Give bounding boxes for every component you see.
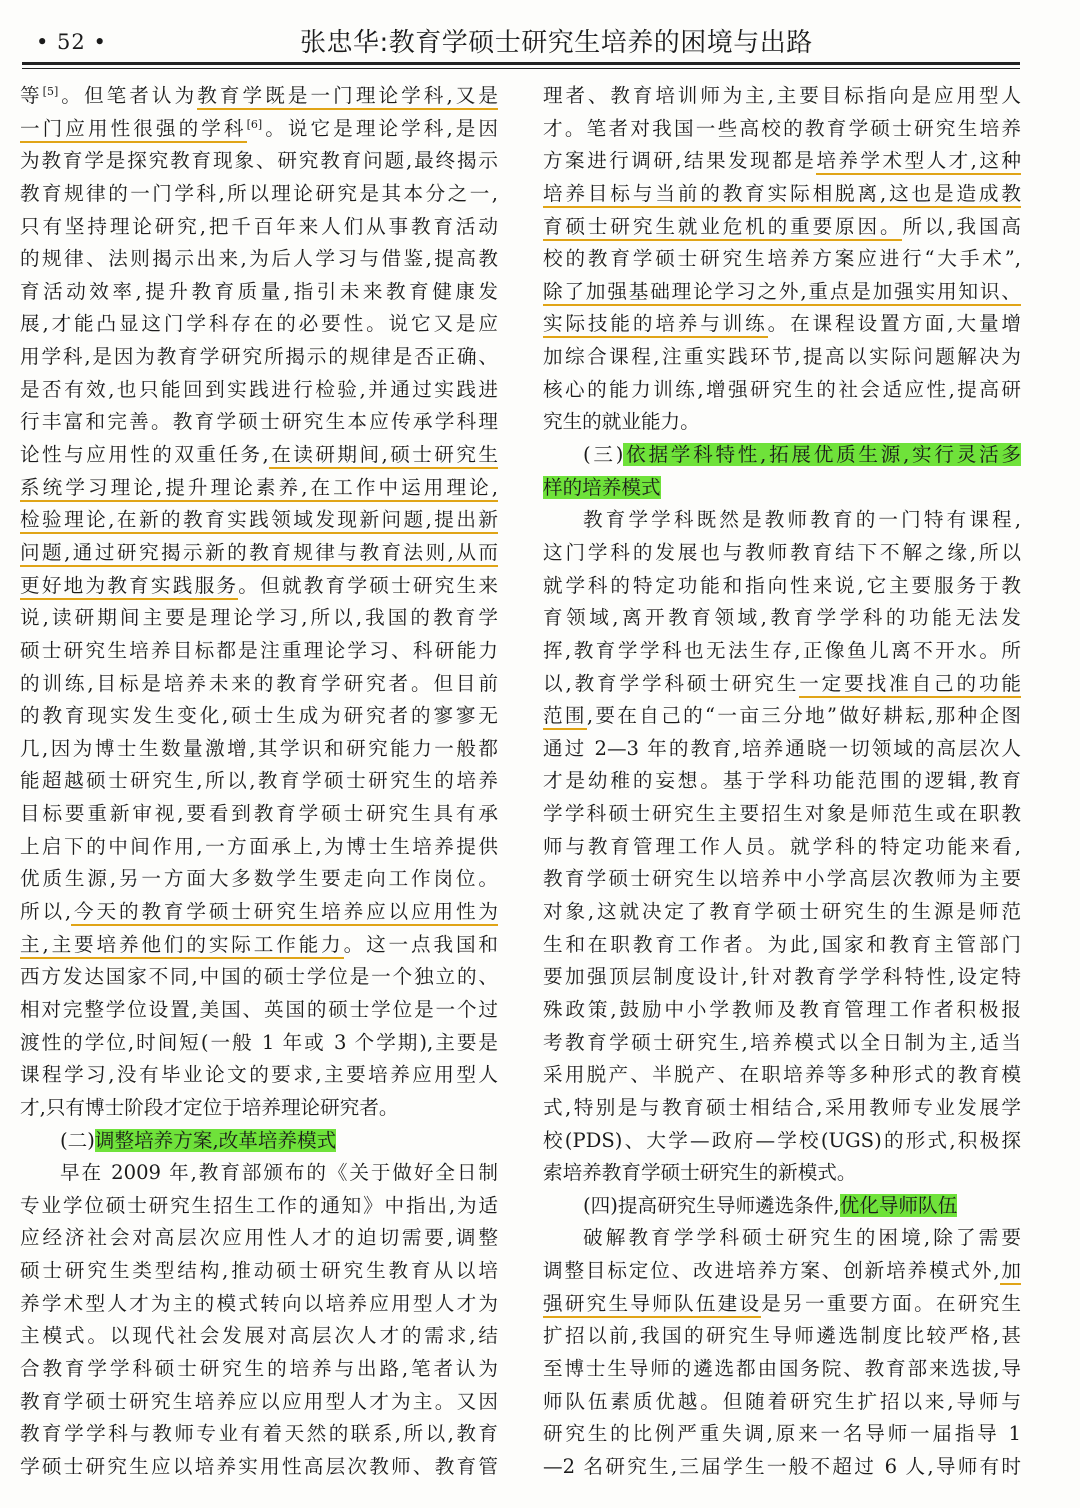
text-line (20, 374, 498, 407)
header-rule-thin (22, 68, 1020, 69)
underlined-text: 除了加强基础理论学习之外,重点是加强实用知识、 (543, 280, 1021, 306)
left-column (20, 80, 498, 1484)
body-text: (四)提高研究生导师遴选条件, (583, 1193, 840, 1217)
body-text: 主模式。以现代社会发展对高层次人才的需求,结 (20, 1324, 498, 1348)
text-line (20, 439, 498, 472)
text-line (20, 537, 498, 570)
body-text: 教育学学科既然是教师教育的一门特有课程, (583, 508, 1021, 532)
text-line (20, 1092, 498, 1125)
text-line (543, 602, 1021, 635)
text-line (543, 831, 1021, 864)
text-line (20, 211, 498, 244)
body-text: 是另一重要方面。在研究生 (761, 1291, 1021, 1315)
text-line (543, 1386, 1021, 1419)
text-line (20, 1157, 498, 1190)
body-text: 育活动效率,提升教育质量,指引未来教育健康发 (20, 279, 498, 303)
underlined-text: 系统学习理论,提升理论素养,在工作中运用理论, (20, 476, 498, 502)
highlighted-heading: 样的培养模式 (543, 475, 661, 499)
text-line (20, 863, 498, 896)
text-line (20, 831, 498, 864)
text-line (543, 374, 1021, 407)
body-text: 挥,教育学学科也无法生存,正像鱼儿离不开水。所 (543, 638, 1021, 662)
highlighted-heading: 依据学科特性,拓展优质生源,实行灵活多 (623, 443, 1021, 467)
text-line (20, 668, 498, 701)
body-text: 相对完整学位设置,美国、英国的硕士学位是一个过 (20, 997, 498, 1021)
underlined-text: 一门应用性很强的学科 (20, 117, 247, 143)
highlighted-heading: 调整培养方案,改革培养模式 (94, 1128, 337, 1152)
body-text: 理者、教育培训师为主,主要目标指向是应用型人 (543, 84, 1021, 107)
text-line (543, 243, 1021, 276)
text-line (543, 929, 1021, 962)
body-text: 只有坚持理论研究,把千百年来人们从事教育活动 (20, 214, 498, 238)
citation-ref: [5] (42, 85, 59, 98)
text-line (543, 1059, 1021, 1092)
text-line (543, 1288, 1021, 1321)
text-line (20, 896, 498, 929)
text-line (543, 211, 1021, 244)
text-line (20, 700, 498, 733)
text-line (20, 178, 498, 211)
text-line (20, 1320, 498, 1353)
body-text: 核心的能力训练,增强研究生的社会适应性,提高研 (543, 377, 1021, 401)
body-text: 应经济社会对高层次应用性人才的迫切需要,调整 (20, 1226, 498, 1250)
text-line (543, 1092, 1021, 1125)
body-text: 式,特别是与教育硕士相结合,采用教师专业发展学 (543, 1095, 1021, 1119)
text-line (543, 635, 1021, 668)
text-line (20, 80, 498, 113)
text-line (543, 1451, 1021, 1484)
underlined-text: 更好地为教育实践服务 (20, 574, 238, 600)
highlighted-heading: 优化导师队伍 (839, 1193, 958, 1217)
text-line (543, 863, 1021, 896)
body-text: 才。笔者对我国一些高校的教育学硕士研究生培养 (543, 116, 1021, 140)
text-line (20, 145, 498, 178)
text-line (20, 1353, 498, 1386)
underlined-text: 培养目标与当前的教育实际相脱离,这也是造成教 (543, 182, 1021, 208)
body-text: 合教育学学科硕士研究生的培养与出路,笔者认为 (20, 1356, 498, 1380)
body-text: 的教育现实发生变化,硕士生成为研究者的寥寥无 (20, 704, 498, 728)
text-line (20, 1288, 498, 1321)
body-text: 调整目标定位、改进培养方案、创新培养模式外, (543, 1259, 1000, 1283)
body-text: 。说它是理论学科,是因 (262, 116, 498, 140)
body-text: 几,因为博士生数量激增,其学识和研究能力一般都 (20, 736, 498, 760)
body-text: —2 名研究生,三届学生一般不超过 6 人,导师有时 (543, 1454, 1021, 1478)
page-header (22, 20, 1020, 60)
body-text: 对象,这就决定了教育学硕士研究生的生源是师范 (543, 900, 1021, 924)
underlined-text: 在读研期间,硕士研究生 (269, 443, 498, 469)
text-line (543, 798, 1021, 831)
running-title: 张忠华:教育学硕士研究生培养的困境与出路 (300, 28, 813, 58)
text-line (20, 113, 498, 146)
text-line (543, 1353, 1021, 1386)
text-line (20, 504, 498, 537)
text-line (543, 145, 1021, 178)
body-text: 才是幼稚的妄想。基于学科功能范围的逻辑,教育 (543, 769, 1021, 793)
text-line (20, 994, 498, 1027)
underlined-text: 育硕士研究生就业危机的重要原因。 (543, 215, 902, 241)
body-text: 。这一点我国和 (343, 932, 498, 956)
body-text: 能超越硕士研究生,所以,教育学硕士研究生的培养 (20, 769, 498, 793)
body-text: 至博士生导师的遴选都由国务院、教育部来选拔,导 (543, 1356, 1021, 1380)
body-text: 加综合课程,注重实践环节,提高以实际问题解决为 (543, 345, 1021, 369)
text-line (543, 733, 1021, 766)
header-rule (22, 62, 1020, 65)
text-line (20, 243, 498, 276)
text-line (20, 929, 498, 962)
body-text: 的规律、法则揭示出来,为后人学习与借鉴,提高教 (20, 247, 498, 271)
body-text: 破解教育学学科硕士研究生的困境,除了需要 (583, 1226, 1021, 1250)
body-text: 育领域,离开教育领域,教育学学科的功能无法发 (543, 606, 1021, 630)
underlined-text: 范围 (543, 704, 587, 730)
body-text: 所以, (20, 900, 72, 924)
underlined-text: 问题,通过研究揭示新的教育规律与教育法则,从而 (20, 541, 498, 567)
text-line (543, 896, 1021, 929)
body-text: 学硕士研究生应以培养实用性高层次教师、教育管 (20, 1454, 498, 1478)
text-line (543, 1255, 1021, 1288)
text-line (20, 602, 498, 635)
text-line (543, 1125, 1021, 1158)
text-line (543, 113, 1021, 146)
body-text: 等 (20, 84, 43, 107)
text-line (20, 276, 498, 309)
body-text: 课程学习,没有毕业论文的要求,主要培养应用型人 (20, 1063, 498, 1087)
text-line (543, 1027, 1021, 1060)
text-line (543, 276, 1021, 309)
underlined-text: 一定要找准自己的功能 (799, 672, 1021, 698)
body-text: 。在课程设置方面,大量增 (767, 312, 1021, 336)
body-text: 校(PDS)、大学—政府—学校(UGS)的形式,积极探 (543, 1128, 1021, 1152)
page-number: • 52 • (36, 30, 107, 54)
text-line (543, 537, 1021, 570)
text-line (20, 1125, 498, 1158)
body-text: 才,只有博士阶段才定位于培养理论研究者。 (20, 1095, 399, 1119)
text-line (543, 994, 1021, 1027)
text-line (20, 961, 498, 994)
body-text: 学学科硕士研究生主要招生对象是师范生或在职教 (543, 802, 1021, 826)
body-text: 究生的就业能力。 (543, 410, 700, 434)
text-line (20, 798, 498, 831)
body-text: 硕士研究生培养目标都是注重理论学习、科研能力 (20, 638, 498, 662)
underlined-text: 实际技能的培养与训练 (543, 312, 768, 338)
body-text: 考教育学硕士研究生,培养模式以全日制为主,适当 (543, 1030, 1021, 1054)
text-line (543, 1157, 1021, 1190)
text-line (543, 1320, 1021, 1353)
text-line (543, 1418, 1021, 1451)
text-line (543, 765, 1021, 798)
body-text: 早在 2009 年,教育部颁布的《关于做好全日制 (60, 1161, 498, 1185)
body-text: 论性与应用性的双重任务, (20, 443, 269, 467)
text-line (543, 668, 1021, 701)
text-line (543, 439, 1021, 472)
text-line (20, 765, 498, 798)
body-text: 目标要重新审视,要看到教育学硕士研究生具有承 (20, 802, 498, 826)
body-text: 要加强顶层制度设计,针对教育学学科特性,设定特 (543, 965, 1021, 989)
right-column (543, 80, 1021, 1484)
text-line (543, 341, 1021, 374)
text-line (20, 1418, 498, 1451)
text-line (20, 406, 498, 439)
underlined-text: 加 (1000, 1259, 1021, 1285)
body-text: 殊政策,鼓励中小学教师及教育管理工作者积极报 (543, 997, 1021, 1021)
body-text: 专业学位硕士研究生招生工作的通知》中指出,为适 (20, 1193, 498, 1217)
body-text: 师与教育管理工作人员。就学科的特定功能来看, (543, 834, 1021, 858)
body-text: 校的教育学硕士研究生培养方案应进行“大手术”, (543, 247, 1021, 271)
underlined-text: 今天的教育学硕士研究生培养应以应用性为 (71, 900, 498, 926)
body-text: 上启下的中间作用,一方面承上,为博士生培养提供 (20, 834, 498, 858)
text-line (20, 570, 498, 603)
body-text: 。但就教育学硕士研究生来 (238, 573, 498, 597)
body-text: 说,读研期间主要是理论学习,所以,我国的教育学 (20, 606, 498, 630)
body-text: 教育规律的一门学科,所以理论研究是其本分之一, (20, 181, 498, 205)
body-text: 这门学科的发展也与教师教育结下不解之缘,所以 (543, 540, 1021, 564)
text-line (543, 80, 1021, 113)
text-line (20, 308, 498, 341)
body-text: 扩招以前,我国的研究生导师遴选制度比较严格,甚 (543, 1324, 1021, 1348)
body-text: ,要在自己的“一亩三分地”做好耕耘,那种企图 (586, 704, 1021, 728)
text-line (20, 733, 498, 766)
body-text: 以,教育学学科硕士研究生 (543, 671, 800, 695)
body-text: 用学科,是因为教育学研究所揭示的规律是否正确、 (20, 345, 498, 369)
text-line (543, 1190, 1021, 1223)
underlined-text: 强研究生导师队伍建设 (543, 1292, 761, 1318)
body-text: 展,才能凸显这门学科存在的必要性。说它又是应 (20, 312, 498, 336)
body-text: 索培养教育学硕士研究生的新模式。 (543, 1161, 857, 1185)
underlined-text: 培养学术型人才,这种 (816, 149, 1021, 175)
text-line (543, 308, 1021, 341)
text-line (20, 472, 498, 505)
text-line (20, 1386, 498, 1419)
underlined-text: 主,主要培养他们的实际工作能力 (20, 933, 344, 959)
text-line (543, 961, 1021, 994)
text-line (20, 1059, 498, 1092)
body-text: 教育学硕士研究生以培养中小学高层次教师为主要 (543, 867, 1021, 891)
body-text: 优质生源,另一方面大多数学生要走向工作岗位。 (20, 867, 498, 891)
body-text: 的训练,目标是培养未来的教育学研究者。但目前 (20, 671, 498, 695)
text-line (20, 1027, 498, 1060)
text-line (20, 341, 498, 374)
body-text: 所以,我国高 (902, 214, 1021, 238)
body-text: (二) (60, 1128, 95, 1152)
body-text: 教育学硕士研究生培养应以应用型人才为主。又因 (20, 1389, 498, 1413)
text-line (20, 1255, 498, 1288)
text-line (543, 570, 1021, 603)
text-line (543, 1222, 1021, 1255)
text-line (20, 1451, 498, 1484)
body-text: 生和在职教育工作者。为此,国家和教育主管部门 (543, 932, 1021, 956)
body-text: 为教育学是探究教育现象、研究教育问题,最终揭示 (20, 149, 498, 173)
text-line (543, 504, 1021, 537)
underlined-text: 教育学既是一门理论学科,又是 (197, 84, 498, 110)
body-text: 渡性的学位,时间短(一般 1 年或 3 个学期),主要是 (20, 1030, 498, 1054)
body-text: 教育学学科与教师专业有着天然的联系,所以,教育 (20, 1422, 498, 1446)
body-text: 。但笔者认为 (58, 84, 198, 107)
text-line (543, 472, 1021, 505)
body-text: 师队伍素质优越。但随着研究生扩招以来,导师与 (543, 1389, 1021, 1413)
body-text: 采用脱产、半脱产、在职培养等多种形式的教育模 (543, 1063, 1021, 1087)
underlined-text: 检验理论,在新的教育实践领域发现新问题,提出新 (20, 508, 498, 534)
body-text: 就学科的特定功能和指向性来说,它主要服务于教 (543, 573, 1021, 597)
text-line (20, 1222, 498, 1255)
text-line (20, 1190, 498, 1223)
text-line (20, 635, 498, 668)
text-line (543, 178, 1021, 211)
text-line (543, 700, 1021, 733)
body-text: 通过 2—3 年的教育,培养通晓一切领域的高层次人 (543, 736, 1021, 760)
body-text: 西方发达国家不同,中国的硕士学位是一个独立的、 (20, 965, 498, 989)
body-text: 硕士研究生类型结构,推动硕士研究生教育从以培 (20, 1259, 498, 1283)
body-text: 行丰富和完善。教育学硕士研究生本应传承学科理 (20, 410, 498, 434)
body-text: 研究生的比例严重失调,原来一名导师一届指导 1 (543, 1422, 1021, 1446)
text-line (543, 406, 1021, 439)
body-text: 方案进行调研,结果发现都是 (543, 149, 817, 173)
body-text: (三) (583, 443, 624, 467)
citation-ref: [6] (246, 117, 263, 131)
body-text: 养学术型人才为主的模式转向以培养应用型人才为 (20, 1291, 498, 1315)
body-text: 是否有效,也只能回到实践进行检验,并通过实践进 (20, 377, 498, 401)
